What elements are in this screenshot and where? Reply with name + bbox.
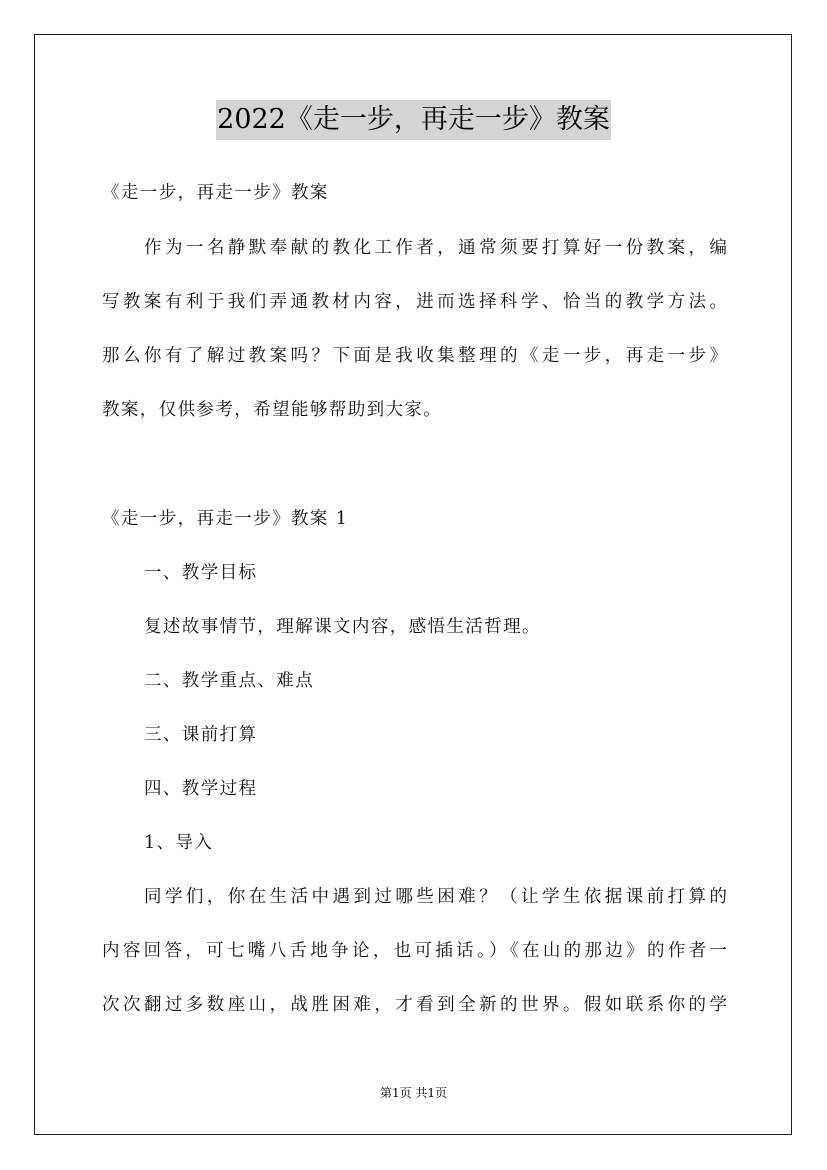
page-footer: 第1页 共1页	[379, 1086, 448, 1100]
intro-line-3: 那么你有了解过教案吗？下面是我收集整理的《走一步，再走一步》	[102, 346, 727, 366]
title-container	[0, 100, 827, 140]
body-line-3: 次次翻过多数座山，战胜困难，才看到全新的世界。假如联系你的学	[102, 995, 727, 1015]
body-line-2: 内容回答，可七嘴八舌地争论，也可插话。）《在山的那边》的作者一	[102, 941, 727, 961]
item-preparation: 三、课前打算	[144, 725, 258, 745]
intro-line-4: 教案，仅供参考，希望能够帮助到大家。	[102, 400, 443, 420]
item-process: 四、教学过程	[144, 779, 258, 799]
section-heading: 《走一步，再走一步》教案 1	[102, 509, 349, 529]
subtitle: 《走一步，再走一步》教案	[102, 183, 329, 203]
item-key-points: 二、教学重点、难点	[144, 671, 315, 691]
intro-line-2: 写教案有利于我们弄通教材内容，进而选择科学、恰当的教学方法。	[102, 292, 727, 312]
item-goal-detail: 复述故事情节，理解课文内容，感悟生活哲理。	[144, 617, 541, 637]
body-line-1: 同学们，你在生活中遇到过哪些困难？（让学生依据课前打算的	[144, 887, 727, 907]
document-title: 2022《走一步，再走一步》教案	[216, 100, 611, 140]
item-teaching-goals: 一、教学目标	[144, 563, 258, 583]
item-introduction: 1、导入	[144, 833, 214, 853]
intro-line-1: 作为一名静默奉献的教化工作者，通常须要打算好一份教案，编	[144, 238, 727, 258]
